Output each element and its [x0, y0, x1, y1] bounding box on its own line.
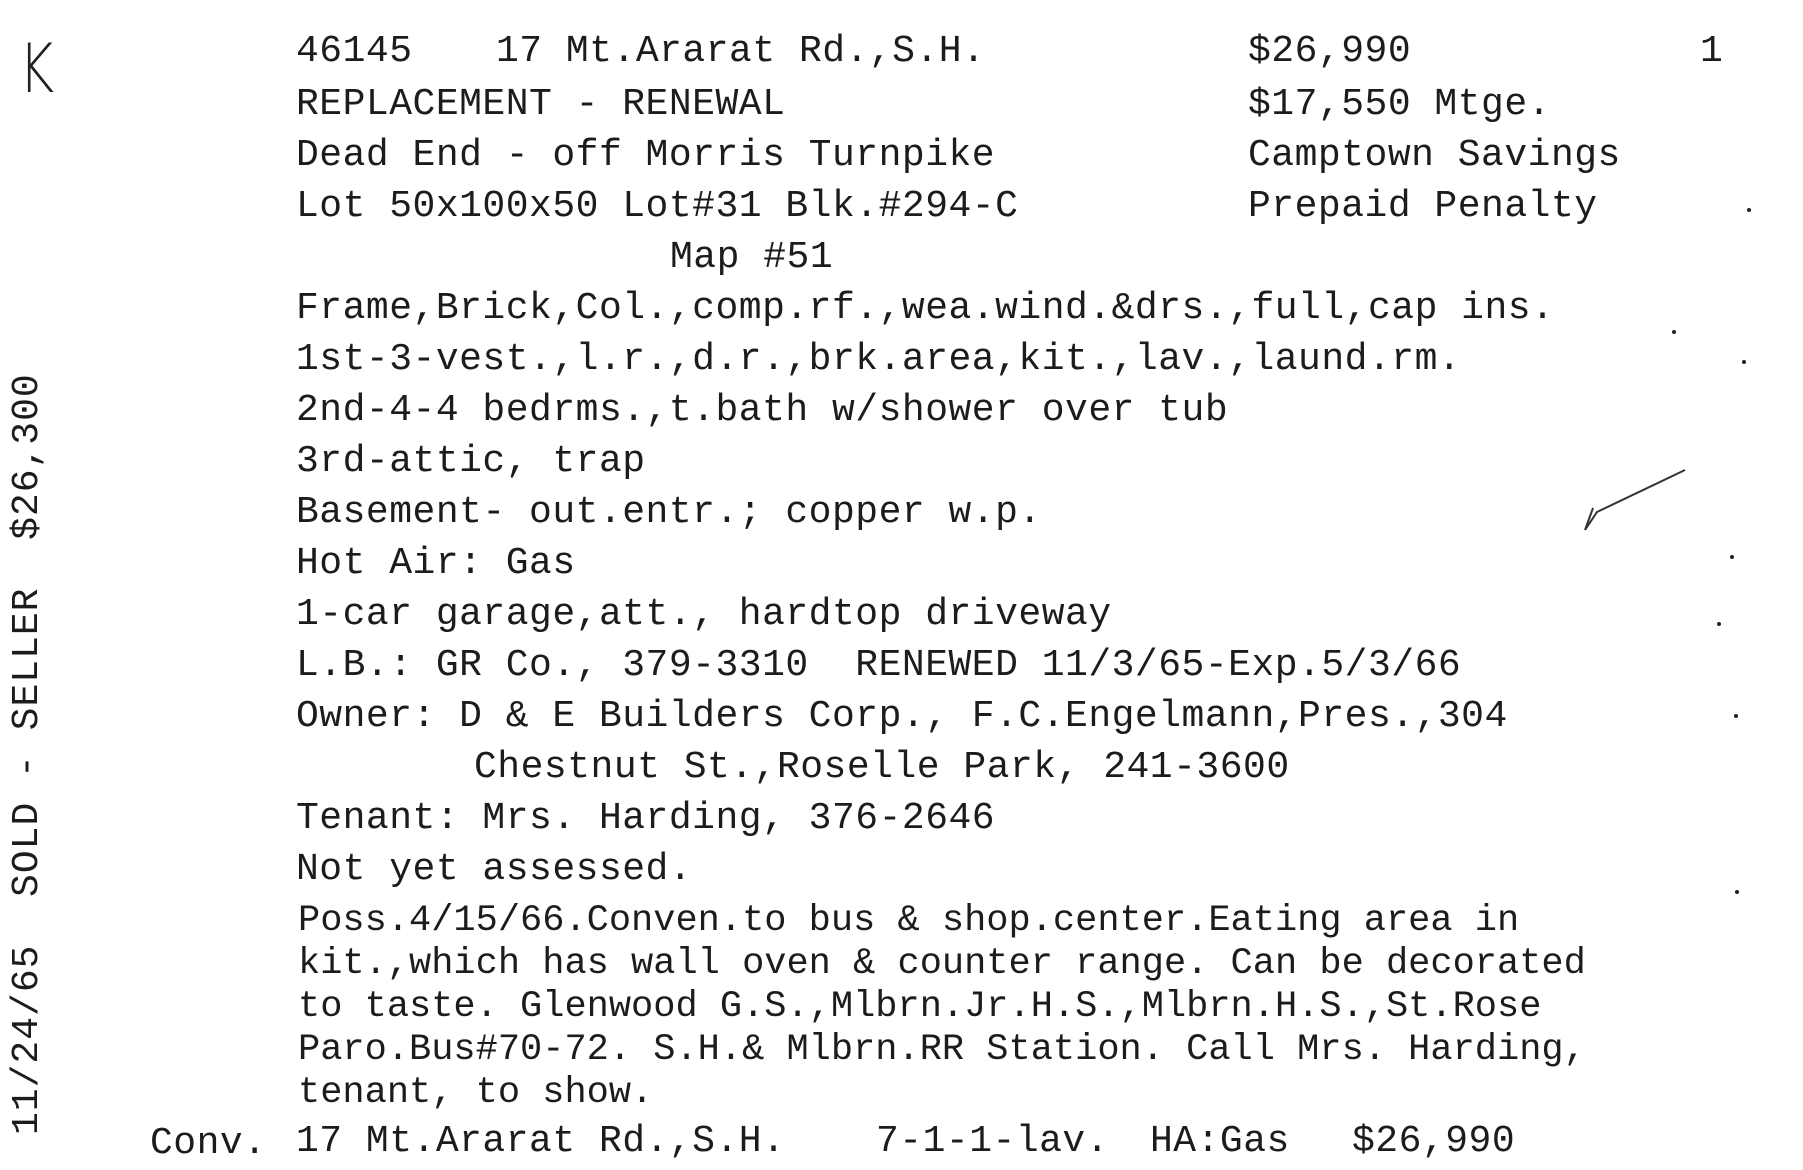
map-number: Map #51 [670, 236, 834, 279]
detail-line: 3rd-attic, trap [296, 440, 646, 483]
prepaid-penalty: Prepaid Penalty [1248, 185, 1598, 228]
remarks: Poss.4/15/66.Conven.to bus & shop.center.Eating area in kit.,which has wall oven & counter range. Can be decorated to taste. Glenwood G.S.,Mlbrn.Jr.H.S.,Mlbrn.H.S.,St.Rose Paro.Bus#70-72. S.H.& Mlbrn.RR Station. Call Mrs. Harding, tenant, to show. [298, 900, 1586, 1114]
location-note: Dead End - off Morris Turnpike [296, 134, 996, 177]
mortgage: $17,550 Mtge. [1248, 83, 1551, 126]
footer-price: $26,990 [1352, 1120, 1516, 1163]
detail-line: Owner: D & E Builders Corp., F.C.Engelmann,Pres.,304 [296, 695, 1508, 738]
margin-dot [1735, 890, 1739, 894]
footer-prefix: Conv. [150, 1122, 267, 1165]
corner-letter: K [18, 30, 55, 109]
margin-dot [1734, 714, 1738, 718]
margin-dot [1730, 555, 1734, 559]
lender: Camptown Savings [1248, 134, 1621, 177]
listing-number: 46145 [296, 30, 413, 73]
footer-address: 17 Mt.Ararat Rd.,S.H. [296, 1120, 786, 1163]
detail-line: L.B.: GR Co., 379-3310 RENEWED 11/3/65-Exp.5/3/66 [296, 644, 1462, 687]
detail-line: Basement- out.entr.; copper w.p. [296, 491, 1042, 534]
sold-side-note: 11/24/65 SOLD - SELLER $26,300 [6, 373, 49, 1135]
footer-rooms: 7-1-1-lav. [876, 1120, 1110, 1163]
listing-address: 17 Mt.Ararat Rd.,S.H. [496, 30, 986, 73]
check-mark-icon [1575, 450, 1715, 540]
footer-heat: HA:Gas [1150, 1120, 1290, 1163]
detail-line: Not yet assessed. [296, 848, 693, 891]
detail-line: 2nd-4-4 bedrms.,t.bath w/shower over tub [296, 389, 1229, 432]
lot-info: Lot 50x100x50 Lot#31 Blk.#294-C [296, 185, 1019, 228]
margin-dot [1717, 622, 1721, 626]
detail-line: Hot Air: Gas [296, 542, 576, 585]
listing-type: REPLACEMENT - RENEWAL [296, 83, 786, 126]
margin-dot [1742, 360, 1746, 364]
detail-line: 1-car garage,att., hardtop driveway [296, 593, 1112, 636]
detail-line: 1st-3-vest.,l.r.,d.r.,brk.area,kit.,lav.,laund.rm. [296, 338, 1462, 381]
asking-price: $26,990 [1248, 30, 1412, 73]
detail-line: Chestnut St.,Roselle Park, 241-3600 [474, 746, 1290, 789]
margin-dot [1672, 330, 1676, 334]
detail-line: Frame,Brick,Col.,comp.rf.,wea.wind.&drs.,full,cap ins. [296, 287, 1555, 330]
margin-dot [1747, 208, 1751, 212]
page-number: 1 [1700, 30, 1724, 73]
detail-line: Tenant: Mrs. Harding, 376-2646 [296, 797, 996, 840]
